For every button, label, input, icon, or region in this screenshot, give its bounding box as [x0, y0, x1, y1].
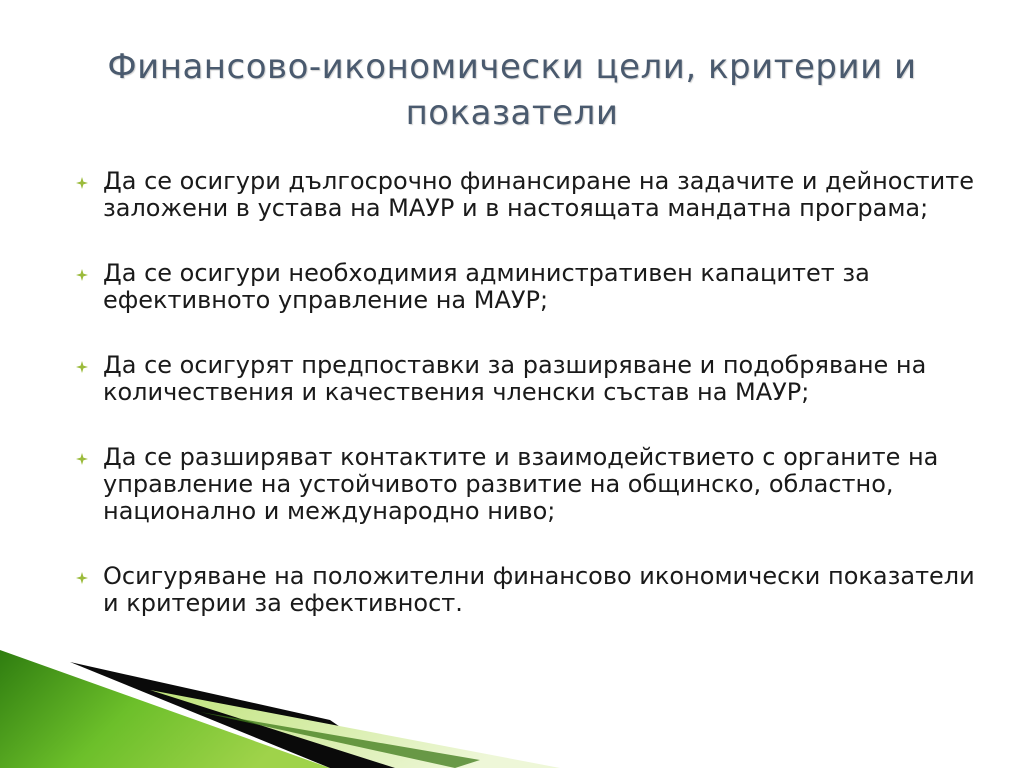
bullet-text: Да се осигурят предпоставки за разширяване и подобряване на количествения и качествения членски състав на МАУР; — [103, 351, 927, 406]
diamond-bullet-icon — [76, 453, 88, 465]
list-item — [76, 563, 976, 617]
bullet-text: Осигуряване на положителни финансово икономически показатели и критерии за ефективност. — [103, 562, 975, 617]
diamond-bullet-icon — [76, 269, 88, 281]
list-item — [76, 444, 976, 525]
diamond-bullet-icon — [76, 361, 88, 373]
list-item — [76, 168, 976, 222]
list-item — [76, 260, 976, 314]
bullet-list — [76, 168, 976, 617]
diamond-bullet-icon — [76, 572, 88, 584]
slide-title: Финансово-икономически цели, критерии и показатели — [107, 47, 917, 133]
bullet-text: Да се разширяват контактите и взаимодействието с органите на управление на устойчивото развитие на общинско, областно, национално и международно ниво; — [103, 443, 939, 525]
list-item — [76, 352, 976, 406]
bullet-text: Да се осигури необходимия административен капацитет за ефективното управление на МАУР; — [103, 259, 870, 314]
diamond-bullet-icon — [76, 177, 88, 189]
bullet-text: Да се осигури дългосрочно финансиране на задачите и дейностите заложени в устава на МАУР и в настоящата мандатна програма; — [103, 167, 974, 222]
